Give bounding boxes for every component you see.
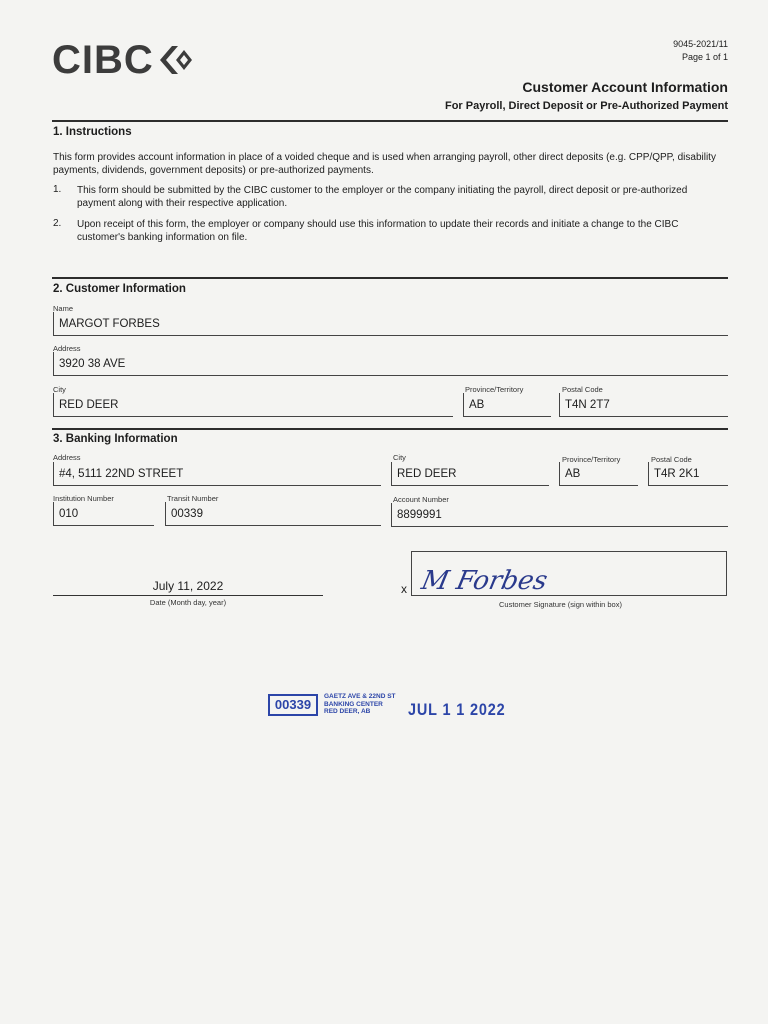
instruction-number: 1. bbox=[53, 184, 62, 195]
form-number-block bbox=[673, 38, 728, 64]
customer-city-field: RED DEER bbox=[53, 393, 453, 417]
customer-province-field: AB bbox=[463, 393, 551, 417]
form-subtitle: For Payroll, Direct Deposit or Pre-Authorized Payment bbox=[444, 100, 728, 112]
signature-x: x bbox=[401, 582, 407, 596]
section-instructions-heading: 1. Instructions bbox=[53, 126, 132, 138]
stamp-address-line: BANKING CENTER bbox=[324, 700, 383, 708]
signature-label: Customer Signature (sign within box) bbox=[499, 600, 622, 609]
stamp-address-line: GAETZ AVE & 22ND ST bbox=[324, 693, 396, 700]
customer-province-label: Province/Territory bbox=[465, 385, 524, 394]
bank-postal-label: Postal Code bbox=[651, 455, 692, 464]
bank-address-field: #4, 5111 22ND STREET bbox=[53, 462, 381, 486]
stamp-transit: 00339 bbox=[268, 694, 318, 716]
customer-address-field: 3920 38 AVE bbox=[53, 352, 728, 376]
cibc-logo-icon bbox=[158, 40, 196, 80]
form-title: Customer Account Information bbox=[522, 79, 728, 95]
customer-postal-label: Postal Code bbox=[562, 385, 603, 394]
section-banking-heading: 3. Banking Information bbox=[53, 433, 178, 445]
transit-label: Transit Number bbox=[167, 494, 219, 503]
account-field: 8899991 bbox=[391, 503, 728, 527]
bank-city-field: RED DEER bbox=[391, 462, 549, 486]
date-line bbox=[53, 595, 323, 596]
customer-address-label: Address bbox=[53, 344, 81, 353]
institution-field: 010 bbox=[53, 502, 154, 526]
stamp-date: JUL 1 1 2022 bbox=[408, 700, 506, 719]
stamp-address bbox=[324, 693, 396, 716]
instruction-item: This form should be submitted by the CIBC customer to the employer or the company initiating the payroll, direct deposit or pre-authorized payment along with their respective application. bbox=[77, 185, 688, 209]
customer-name-field: MARGOT FORBES bbox=[53, 312, 728, 336]
account-label: Account Number bbox=[393, 495, 449, 504]
form-number: 9045-2021/11 bbox=[673, 39, 728, 49]
customer-postal-field: T4N 2T7 bbox=[559, 393, 728, 417]
divider bbox=[52, 120, 728, 122]
institution-label: Institution Number bbox=[53, 494, 114, 503]
instruction-item: Upon receipt of this form, the employer or company should use this information to update their records and initiate a change to the CIBC customer's banking information on file. bbox=[77, 219, 679, 243]
page-number: Page 1 of 1 bbox=[681, 52, 728, 62]
date-label: Date (Month day, year) bbox=[149, 598, 227, 607]
bank-city-label: City bbox=[393, 453, 406, 462]
section-customer-heading: 2. Customer Information bbox=[53, 283, 186, 295]
bank-province-label: Province/Territory bbox=[562, 455, 621, 464]
transit-field: 00339 bbox=[165, 502, 381, 526]
bank-postal-field: T4R 2K1 bbox=[648, 462, 728, 486]
bank-province-field: AB bbox=[559, 462, 638, 486]
cibc-logo: CIBC bbox=[52, 38, 154, 82]
signature-date: July 11, 2022 bbox=[152, 579, 224, 593]
instruction-number: 2. bbox=[53, 218, 62, 229]
customer-name-label: Name bbox=[53, 304, 74, 313]
divider bbox=[52, 428, 728, 430]
stamp-address-line: RED DEER, AB bbox=[324, 708, 371, 715]
instructions-intro: This form provides account information in place of a voided cheque and is used when arranging payroll, other direct deposits (e.g. CPP/QPP, disability payments, dividends, government deposits) or pre-authorized payments. bbox=[53, 152, 716, 176]
divider bbox=[52, 277, 728, 279]
bank-address-label: Address bbox=[53, 453, 81, 462]
customer-signature: M Forbes bbox=[418, 566, 551, 596]
customer-city-label: City bbox=[53, 385, 66, 394]
